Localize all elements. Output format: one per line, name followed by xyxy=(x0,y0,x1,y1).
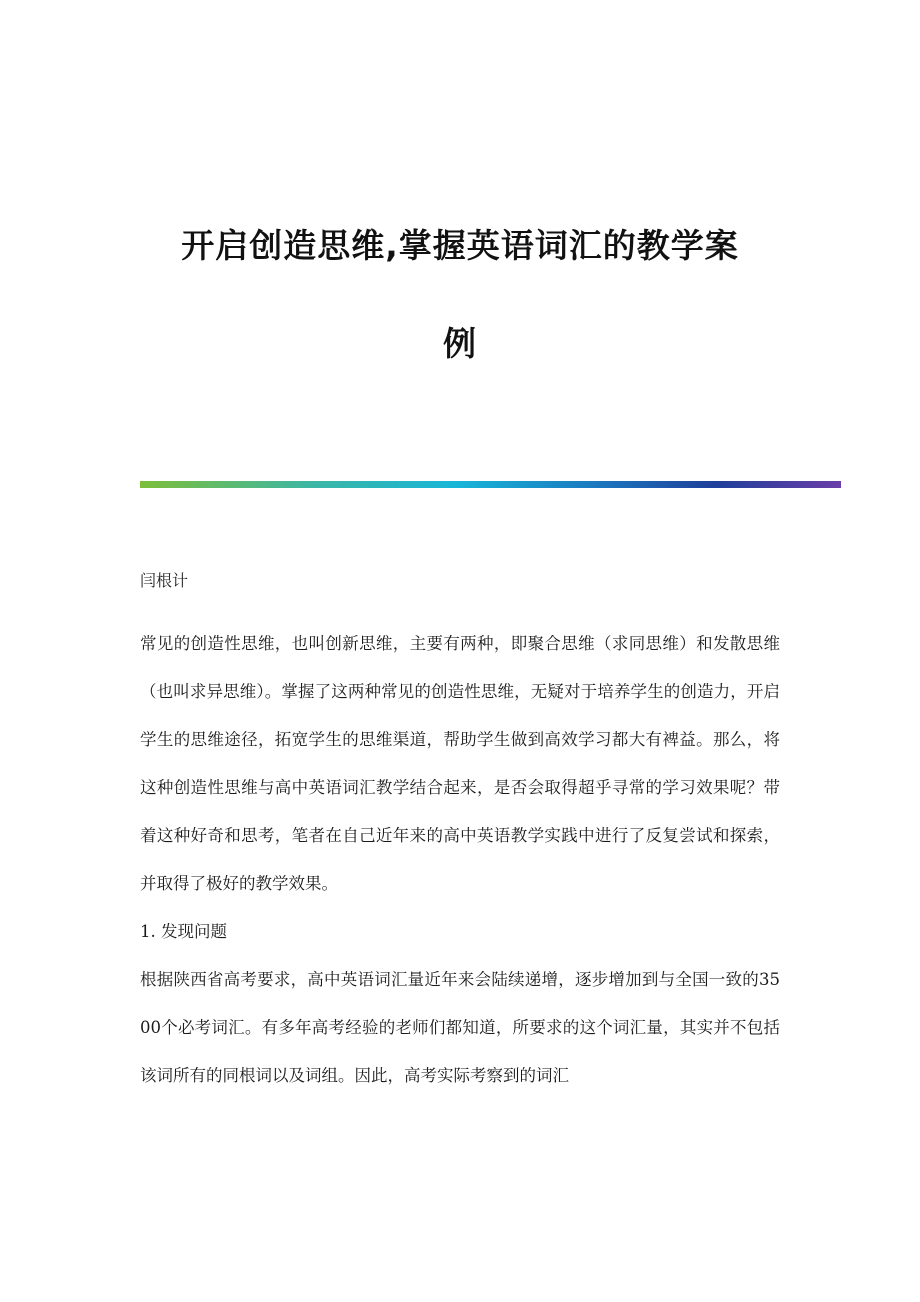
section-paragraph: 根据陕西省高考要求，高中英语词汇量近年来会陆续递增，逐步增加到与全国一致的3500个必考词汇。有多年高考经验的老师们都知道，所要求的这个词汇量，其实并不包括该词所有的同根词以及词组。因此，高考实际考察到的词汇 xyxy=(140,970,780,1085)
author-name: 闫根计 xyxy=(140,571,189,590)
document-body xyxy=(140,620,780,1100)
intro-paragraph: 常见的创造性思维，也叫创新思维，主要有两种，即聚合思维（求同思维）和发散思维（也叫求异思维）。掌握了这两种常见的创造性思维，无疑对于培养学生的创造力，开启学生的思维途径，拓宽学生的思维渠道，帮助学生做到高效学习都大有裨益。那么，将这种创造性思维与高中英语词汇教学结合起来，是否会取得超乎寻常的学习效果呢？带着这种好奇和思考，笔者在自己近年来的高中英语教学实践中进行了反复尝试和探索，并取得了极好的教学效果。 xyxy=(140,634,780,893)
gradient-divider xyxy=(140,481,841,488)
section-heading: 1. 发现问题 xyxy=(140,922,227,941)
document-title-line-2: 例 xyxy=(443,324,477,363)
document-title-line-1: 开启创造思维,掌握英语词汇的教学案 xyxy=(181,226,739,265)
